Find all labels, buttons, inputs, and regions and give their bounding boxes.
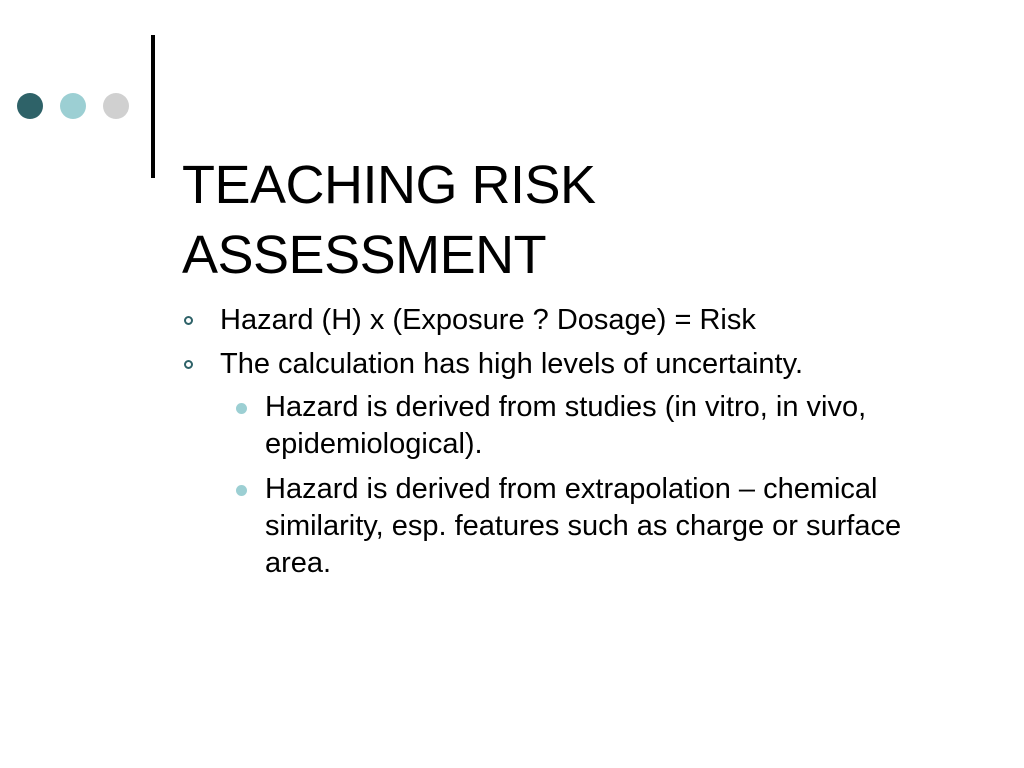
slide-title <box>182 150 962 290</box>
filled-circle-bullet-icon <box>236 403 247 414</box>
sub-list-item <box>220 389 915 463</box>
decor-dot-dark-icon <box>17 93 43 119</box>
decor-dot-gray-icon <box>103 93 129 119</box>
sub-list-item <box>220 471 915 582</box>
bullet-text: Hazard (H) x (Exposure ? Dosage) = Risk <box>220 304 756 336</box>
sub-bullet-text: Hazard is derived from studies (in vitro, in vivo, epidemiological). <box>265 391 867 460</box>
title-divider-bar <box>151 35 155 178</box>
sub-bullet-list <box>220 389 942 582</box>
slide-title-line-1: TEACHING RISK <box>182 155 596 215</box>
list-item <box>182 346 942 582</box>
decor-dot-teal-icon <box>60 93 86 119</box>
ring-bullet-icon <box>184 360 193 369</box>
ring-bullet-icon <box>184 316 193 325</box>
slide-title-line-2: ASSESSMENT <box>182 225 547 285</box>
bullet-list <box>182 302 942 590</box>
bullet-text: The calculation has high levels of uncertainty. <box>220 348 804 380</box>
list-item <box>182 302 942 339</box>
sub-bullet-text: Hazard is derived from extrapolation – chemical similarity, esp. features such as charge or surface area. <box>265 473 902 579</box>
filled-circle-bullet-icon <box>236 485 247 496</box>
